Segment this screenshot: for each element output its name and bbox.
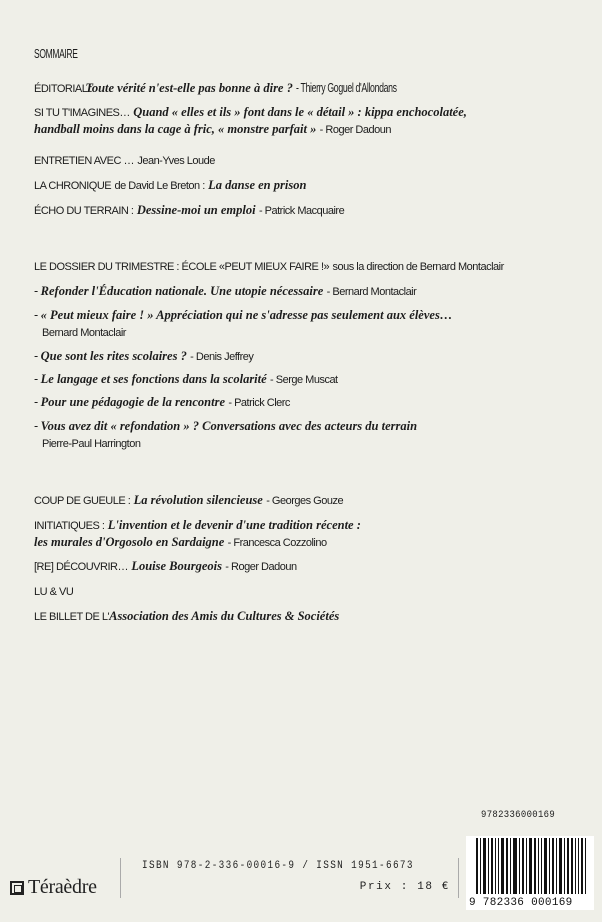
toc-entry: LA CHRONIQUE de David Le Breton : La danse en prison: [34, 178, 307, 192]
dossier-item: - Le langage et ses fonctions dans la scolarité - Serge Muscat: [34, 372, 338, 386]
toc-entry: ÉDITORIAL : Toute vérité n'est-elle pas bonne à dire ? - Thierry Goguel d'Allondans: [34, 81, 397, 95]
rubrique-entry: LE BILLET DE L'Association des Amis du Cultures & Sociétés: [34, 609, 340, 623]
dossier-item: - Refonder l'Éducation nationale. Une utopie nécessaire - Bernard Montaclair: [34, 284, 417, 298]
toc-entry: SI TU T'IMAGINES… Quand « elles et ils » font dans le « détail » : kippa enchocolatée,: [34, 105, 467, 119]
dossier-item: - Pour une pédagogie de la rencontre - Patrick Clerc: [34, 395, 290, 409]
barcode-top-number: 9782336000169: [481, 809, 556, 821]
back-cover-footer: [0, 809, 602, 910]
dossier-item-author: Pierre-Paul Harrington: [42, 438, 141, 450]
toc-entry-continued: handball moins dans la cage à fric, « monstre parfait » - Roger Dadoun: [34, 122, 391, 136]
rubrique-entry: LU & VU: [34, 586, 74, 598]
dossier-item: - Vous avez dit « refondation » ? Conversations avec des acteurs du terrain: [34, 419, 418, 433]
price: Prix : 18 €: [359, 881, 450, 893]
rubrique-entry: COUP DE GUEULE : La révolution silencieuse - Georges Gouze: [34, 493, 344, 507]
toc-entry: ÉCHO DU TERRAIN : Dessine-moi un emploi - Patrick Macquaire: [34, 203, 345, 217]
dossier-item-author: Bernard Montaclair: [42, 327, 126, 339]
publisher-square-icon: [10, 881, 24, 895]
rubrique-entry: [RE] DÉCOUVRIR… Louise Bourgeois - Roger Dadoun: [34, 559, 297, 573]
barcode-bottom-number: 9 782336 000169: [469, 897, 573, 909]
publisher-name: Téraèdre: [28, 876, 97, 898]
barcode: [466, 836, 594, 910]
dossier-item: - « Peut mieux faire ! » Appréciation qui ne s'adresse pas seulement aux élèves…: [34, 308, 453, 322]
rubrique-entry-continued: les murales d'Orgosolo en Sardaigne - Francesca Cozzolino: [34, 535, 327, 549]
toc-entry: ENTRETIEN AVEC … Jean-Yves Loude: [34, 155, 215, 167]
isbn-issn: ISBN 978-2-336-00016-9 / ISSN 1951-6673: [142, 860, 414, 872]
barcode-bars-icon: [476, 838, 588, 894]
dossier-item: - Que sont les rites scolaires ? - Denis Jeffrey: [34, 349, 254, 363]
toc-heading: SOMMAIRE: [34, 47, 78, 61]
rubrique-entry: INITIATIQUES : L'invention et le devenir d'une tradition récente :: [34, 518, 361, 532]
divider: [120, 858, 121, 898]
divider: [458, 858, 459, 898]
publisher-logo: [10, 876, 97, 899]
dossier-heading: LE DOSSIER DU TRIMESTRE : ÉCOLE «PEUT MIEUX FAIRE !» sous la direction de Bernard Montaclair: [34, 261, 504, 273]
